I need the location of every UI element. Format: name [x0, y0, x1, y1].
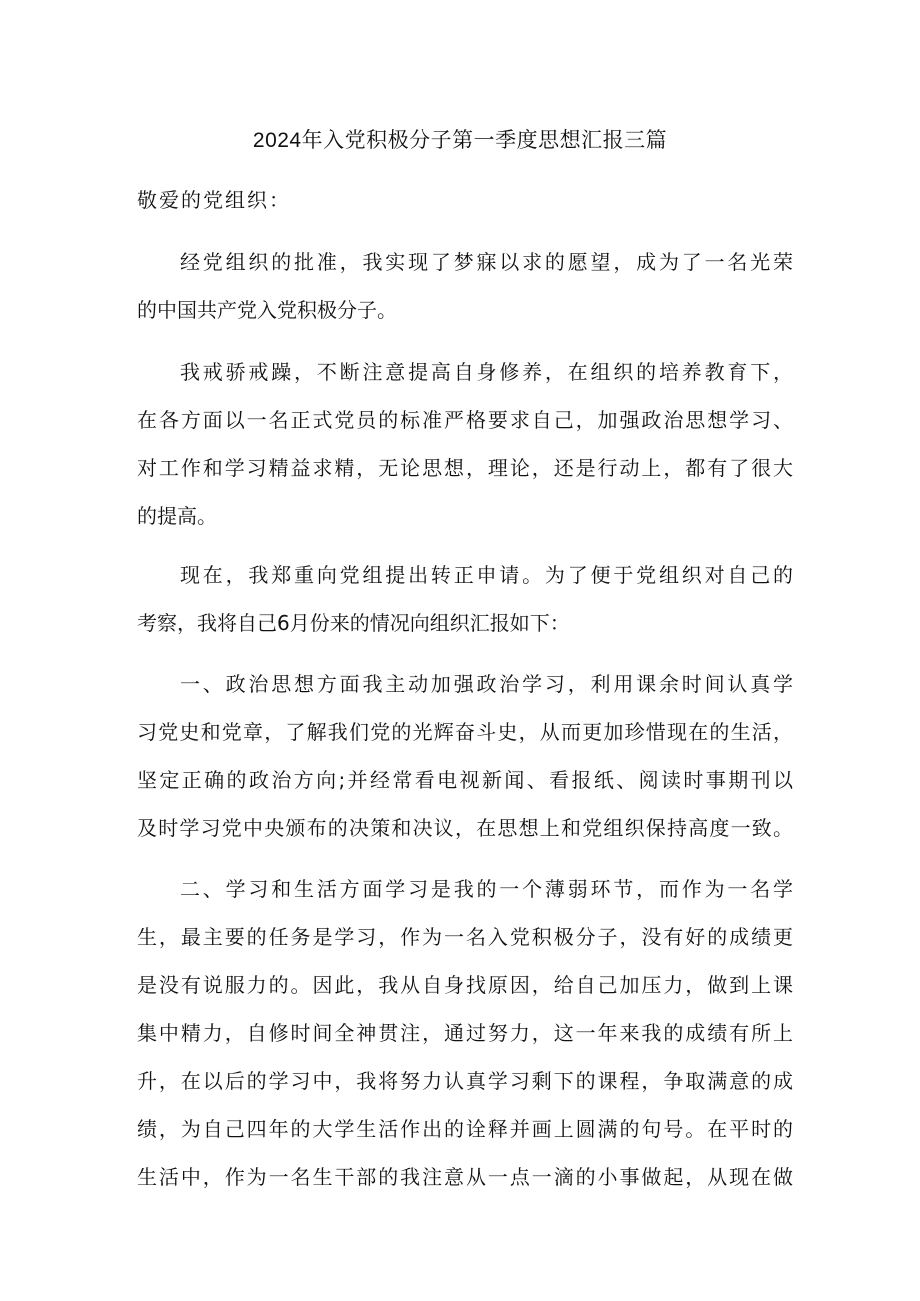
paragraph-line: 对工作和学习精益求精，无论思想，理论，还是行动上，都有了很大 [137, 456, 793, 480]
paragraph-line: 坚定正确的政治方向;并经常看电视新闻、看报纸、阅读时事期刊以 [137, 768, 793, 792]
document-title: 2024年入党积极分子第一季度思想汇报三篇 [252, 129, 668, 152]
paragraph-line: 的提高。 [137, 504, 217, 528]
paragraph-line: 是没有说服力的。因此，我从自身找原因，给自己加压力，做到上课 [137, 973, 793, 997]
paragraph-line: 习党史和党章，了解我们党的光辉奋斗史，从而更加珍惜现在的生活， [137, 720, 793, 744]
paragraph-line: 及时学习党中央颁布的决策和决议，在思想上和党组织保持高度一致。 [137, 816, 793, 840]
paragraph-line: 升，在以后的学习中，我将努力认真学习剩下的课程，争取满意的成 [137, 1069, 793, 1093]
salutation: 敬爱的党组织： [137, 188, 291, 212]
paragraph-line: 绩，为自己四年的大学生活作出的诠释并画上圆满的句号。在平时的 [137, 1117, 793, 1141]
paragraph-line: 考察，我将自己6月份来的情况向组织汇报如下： [137, 611, 570, 635]
paragraph-line: 集中精力，自修时间全神贯注，通过努力，这一年来我的成绩有所上 [137, 1021, 793, 1045]
paragraph-line: 生活中，作为一名生干部的我注意从一点一滴的小事做起，从现在做 [137, 1165, 793, 1189]
paragraph-line: 在各方面以一名正式党员的标准严格要求自己，加强政治思想学习、 [137, 408, 793, 432]
paragraph-line: 现在，我郑重向党组提出转正申请。为了便于党组织对自己的 [180, 563, 793, 587]
paragraph-line: 经党组织的批准，我实现了梦寐以求的愿望，成为了一名光荣 [180, 250, 793, 274]
paragraph-line: 的中国共产党入党积极分子。 [137, 298, 397, 322]
paragraph-line: 二、学习和生活方面学习是我的一个薄弱环节，而作为一名学 [180, 877, 793, 901]
paragraph-line: 我戒骄戒躁，不断注意提高自身修养，在组织的培养教育下， [180, 360, 793, 384]
paragraph-line: 一、政治思想方面我主动加强政治学习，利用课余时间认真学 [180, 672, 793, 696]
paragraph-line: 生，最主要的任务是学习，作为一名入党积极分子，没有好的成绩更 [137, 925, 793, 949]
